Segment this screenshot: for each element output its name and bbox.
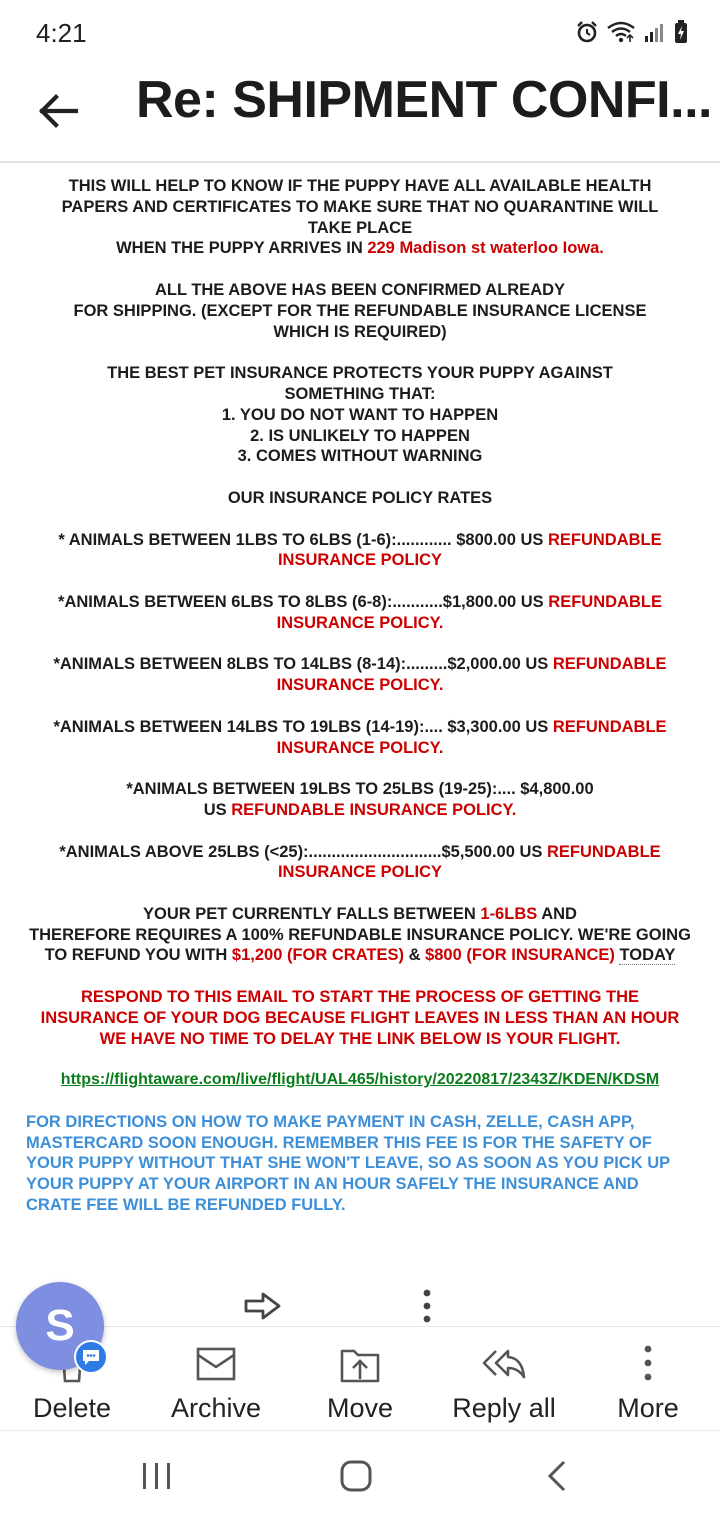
rate-refundable: REFUNDABLE <box>552 717 667 736</box>
rate-text: * ANIMALS BETWEEN 1LBS TO 6LBS (1-6):............ $800.00 US <box>58 530 548 549</box>
back-arrow-icon[interactable] <box>34 86 84 136</box>
rates-heading: OUR INSURANCE POLICY RATES <box>227 488 493 507</box>
body-line: FOR SHIPPING. (EXCEPT FOR THE REFUNDABLE INSURANCE LICENSE <box>73 301 647 320</box>
rate-row <box>26 654 694 675</box>
body-line: THE BEST PET INSURANCE PROTECTS YOUR PUPPY AGAINST <box>107 364 613 383</box>
recents-icon[interactable] <box>126 1451 186 1501</box>
move-label: Move <box>326 1393 394 1423</box>
body-line <box>26 904 694 925</box>
battery-icon <box>674 20 688 44</box>
body-line: WHICH IS REQUIRED) <box>273 322 447 341</box>
email-subject: Re: SHIPMENT CONFI... <box>136 71 712 129</box>
rate-row: *ANIMALS BETWEEN 19LBS TO 25LBS (19-25):.... $4,800.00 <box>126 780 594 799</box>
crates-amount: $1,200 (FOR CRATES) <box>231 946 404 965</box>
rate-policy: INSURANCE POLICY. <box>276 738 444 757</box>
body-line: PAPERS AND CERTIFICATES TO MAKE SURE THAT NO QUARANTINE WILL <box>61 197 659 216</box>
reply-all-icon <box>482 1343 526 1383</box>
rate-row <box>26 842 694 863</box>
rate-policy: INSURANCE POLICY. <box>276 613 444 632</box>
more-button[interactable] <box>576 1327 720 1431</box>
body-line: TAKE PLACE <box>307 218 413 237</box>
rate-policy: INSURANCE POLICY <box>277 863 443 882</box>
delete-label: Delete <box>32 1393 112 1423</box>
rate-text: *ANIMALS BETWEEN 14LBS TO 19LBS (14-19):.... $3,300.00 US <box>53 717 553 736</box>
rate-text: US <box>203 800 232 819</box>
reply-all-button[interactable] <box>432 1327 576 1431</box>
rate-policy: INSURANCE POLICY. <box>276 676 444 695</box>
weight-range: 1-6LBS <box>480 904 538 923</box>
rate-row <box>26 800 694 821</box>
body-text: & <box>403 946 426 965</box>
list-item: 2. IS UNLIKELY TO HAPPEN <box>250 426 470 445</box>
alarm-icon <box>576 20 598 44</box>
body-text: AND <box>537 904 577 923</box>
rate-refundable: REFUNDABLE <box>552 655 667 674</box>
respond-line: RESPOND TO THIS EMAIL TO START THE PROCESS OF GETTING THE <box>81 988 639 1007</box>
header-divider <box>0 161 720 163</box>
status-time: 4:21 <box>36 18 87 48</box>
today-date-link[interactable]: TODAY <box>619 946 676 965</box>
address-text: 229 Madison st waterloo Iowa. <box>367 239 604 258</box>
rate-text: *ANIMALS ABOVE 25LBS (<25):.............................$5,500.00 US <box>59 842 547 861</box>
status-icons <box>576 20 688 44</box>
body-line: THIS WILL HELP TO KNOW IF THE PUPPY HAVE ALL AVAILABLE HEALTH <box>68 177 652 195</box>
system-nav-bar <box>0 1430 720 1521</box>
nav-back-icon[interactable] <box>528 1451 588 1501</box>
status-bar <box>0 0 720 64</box>
body-text: TO REFUND YOU WITH <box>44 946 232 965</box>
rate-row <box>26 530 694 551</box>
action-toolbar <box>0 1326 720 1431</box>
respond-line: INSURANCE OF YOUR DOG BECAUSE FLIGHT LEAVES IN LESS THAN AN HOUR <box>40 1008 680 1027</box>
signal-icon <box>644 21 666 43</box>
body-line <box>26 945 694 966</box>
flight-link[interactable]: https://flightaware.com/live/flight/UAL465/history/20220817/2343Z/KDEN/KDSM <box>60 1071 660 1089</box>
insurance-amount: $800 (FOR INSURANCE) <box>425 946 615 965</box>
email-header <box>0 64 720 162</box>
directions-line: FOR DIRECTIONS ON HOW TO MAKE PAYMENT IN CASH, ZELLE, CASH APP, <box>26 1112 635 1131</box>
more-icon <box>626 1343 670 1383</box>
body-line: SOMETHING THAT: <box>284 384 436 403</box>
directions-line: MASTERCARD SOON ENOUGH. REMEMBER THIS FEE IS FOR THE SAFETY OF <box>26 1133 652 1152</box>
directions-line: CRATE FEE WILL BE REFUNDED FULLY. <box>26 1196 346 1215</box>
chat-badge[interactable] <box>74 1340 108 1374</box>
move-button[interactable] <box>288 1327 432 1431</box>
respond-line: WE HAVE NO TIME TO DELAY THE LINK BELOW IS YOUR FLIGHT. <box>99 1029 621 1048</box>
kebab-icon[interactable] <box>415 1288 439 1324</box>
rate-row <box>26 592 694 613</box>
rate-policy: REFUNDABLE INSURANCE POLICY. <box>231 800 517 819</box>
archive-icon <box>194 1343 238 1383</box>
body-text: YOUR PET CURRENTLY FALLS BETWEEN <box>143 904 481 923</box>
reply-all-label: Reply all <box>452 1393 556 1423</box>
body-line: THEREFORE REQUIRES A 100% REFUNDABLE INSURANCE POLICY. WE'RE GOING <box>29 925 691 944</box>
email-body <box>26 176 694 1216</box>
rate-policy: INSURANCE POLICY <box>277 551 443 570</box>
sender-avatar[interactable]: S <box>16 1282 104 1370</box>
forward-icon[interactable] <box>243 1290 283 1322</box>
home-icon[interactable] <box>326 1451 386 1501</box>
rate-text: *ANIMALS BETWEEN 8LBS TO 14LBS (8-14):.........$2,000.00 US <box>53 655 553 674</box>
rate-row <box>26 717 694 738</box>
directions-line: YOUR PUPPY AT YOUR AIRPORT IN AN HOUR SAFELY THE INSURANCE AND <box>26 1175 639 1194</box>
rate-refundable: REFUNDABLE <box>547 530 662 549</box>
archive-button[interactable] <box>144 1327 288 1431</box>
list-item: 3. COMES WITHOUT WARNING <box>237 447 483 466</box>
rate-refundable: REFUNDABLE <box>547 842 661 861</box>
rate-refundable: REFUNDABLE <box>548 592 662 611</box>
move-icon <box>338 1343 382 1383</box>
body-line <box>26 238 694 259</box>
chat-badge-icon <box>78 1344 104 1370</box>
more-label: More <box>617 1393 679 1423</box>
rate-text: *ANIMALS BETWEEN 6LBS TO 8LBS (6-8):...........$1,800.00 US <box>58 592 549 611</box>
body-text: WHEN THE PUPPY ARRIVES IN <box>116 239 368 258</box>
wifi-icon <box>606 20 636 44</box>
list-item: 1. YOU DO NOT WANT TO HAPPEN <box>221 405 499 424</box>
directions-line: YOUR PUPPY WITHOUT THAT SHE WON'T LEAVE, SO AS SOON AS YOU PICK UP <box>26 1154 671 1173</box>
body-line: ALL THE ABOVE HAS BEEN CONFIRMED ALREADY <box>154 280 566 299</box>
archive-label: Archive <box>170 1393 262 1423</box>
